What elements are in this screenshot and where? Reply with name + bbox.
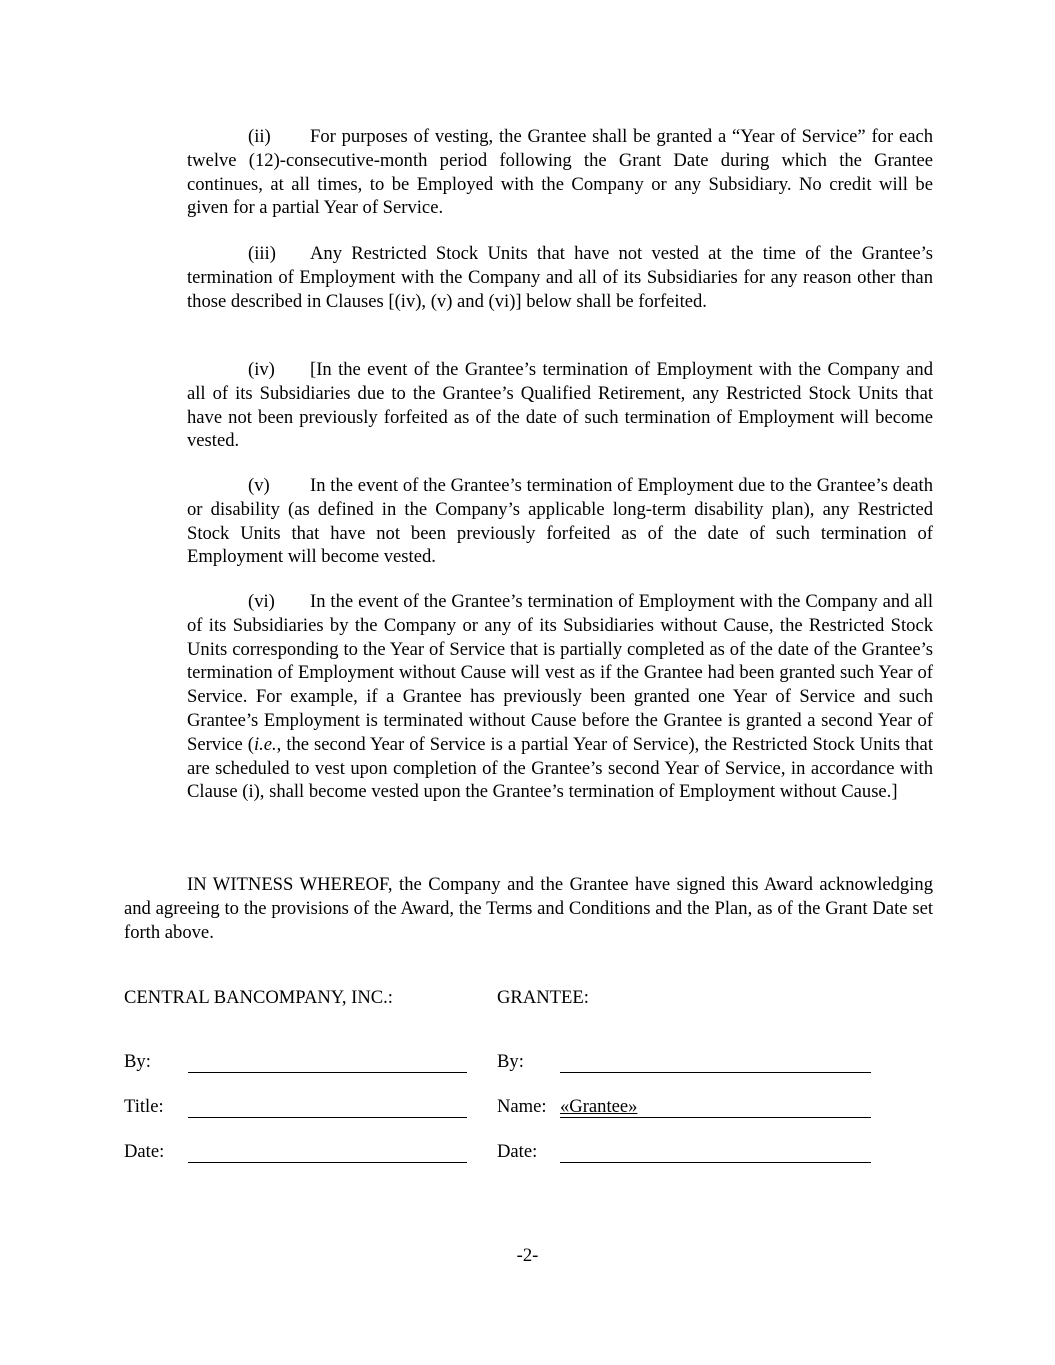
clause-v	[187, 474, 933, 569]
company-date-line[interactable]	[188, 1140, 467, 1163]
clause-ii-text: For purposes of vesting, the Grantee shall be granted a “Year of Service” for each twelve (12)-consecutive-month period following the Grant Date during which the Grantee continues, at all times, to be Employed with the Company or any Subsidiary. No credit will be given for a partial Year of Service.	[187, 126, 933, 219]
clause-iii-text: Any Restricted Stock Units that have not vested at the time of the Grantee’s termination of Employment with the Company and all of its Subsidiaries for any reason other than those described in Clauses [(iv), (v) and (vi)] below shall be forfeited.	[187, 243, 933, 312]
clause-v-text: In the event of the Grantee’s termination of Employment due to the Grantee’s death or disability (as defined in the Company’s applicable long-term disability plan), any Restricted Stock Units that have not been previously forfeited as of the date of such termination of Employment will become vested.	[187, 475, 933, 568]
company-by-label: By:	[124, 1051, 151, 1072]
company-date-label: Date:	[124, 1141, 165, 1162]
grantee-heading: GRANTEE:	[497, 987, 589, 1008]
clause-iv	[187, 358, 933, 453]
clause-v-number: (v)	[248, 475, 270, 496]
page-number: -2-	[516, 1245, 539, 1266]
clause-vi	[187, 590, 933, 804]
grantee-date-label: Date:	[497, 1141, 538, 1162]
clause-iii	[187, 242, 933, 313]
grantee-date-line[interactable]	[560, 1140, 871, 1163]
witness-paragraph	[124, 873, 933, 944]
clause-ii	[187, 125, 933, 220]
clause-vi-text-a: In the event of the Grantee’s termination of Employment with the Company and all of its Subsidiaries by the Company or any of its Subsidiaries without Cause, the Restricted Stock Units corresponding to the Year of Service that is partially completed as of the date of the Grantee’s termination of Employment without Cause will vest as if the Grantee had been granted such Year of Service. For example, if a Grantee has previously been granted one Year of Service and such Grantee’s Employment is terminated without Cause before the Grantee is granted a second Year of Service (	[187, 591, 933, 755]
grantee-name-value: «Grantee»	[560, 1096, 638, 1117]
clause-iii-number: (iii)	[248, 243, 276, 264]
grantee-by-signature-line[interactable]	[560, 1050, 871, 1073]
clause-ii-number: (ii)	[248, 126, 271, 147]
company-by-signature-line[interactable]	[188, 1050, 467, 1073]
witness-text: IN WITNESS WHEREOF, the Company and the Grantee have signed this Award acknowledging and agreeing to the provisions of the Award, the Terms and Conditions and the Plan, as of the Grant Date set forth above.	[124, 874, 933, 943]
clause-iv-number: (iv)	[248, 359, 275, 380]
grantee-name-label: Name:	[497, 1096, 547, 1117]
company-title-line[interactable]	[188, 1095, 467, 1118]
grantee-by-label: By:	[497, 1051, 524, 1072]
clause-iv-text: [In the event of the Grantee’s termination of Employment with the Company and all of its Subsidiaries due to the Grantee’s Qualified Retirement, any Restricted Stock Units that have not been previously forfeited as of the date of such termination of Employment will become vested.	[187, 359, 933, 452]
company-title-label: Title:	[124, 1096, 164, 1117]
company-heading: CENTRAL BANCOMPANY, INC.:	[124, 987, 393, 1008]
clause-vi-text-b: , the second Year of Service is a partial Year of Service), the Restricted Stock Units that are scheduled to vest upon completion of the Grantee’s second Year of Service, in accordance with Clause (i), shall become vested upon the Grantee’s termination of Employment without Cause.]	[187, 733, 933, 803]
clause-vi-number: (vi)	[248, 591, 275, 612]
clause-vi-ie: i.e.	[253, 733, 277, 755]
